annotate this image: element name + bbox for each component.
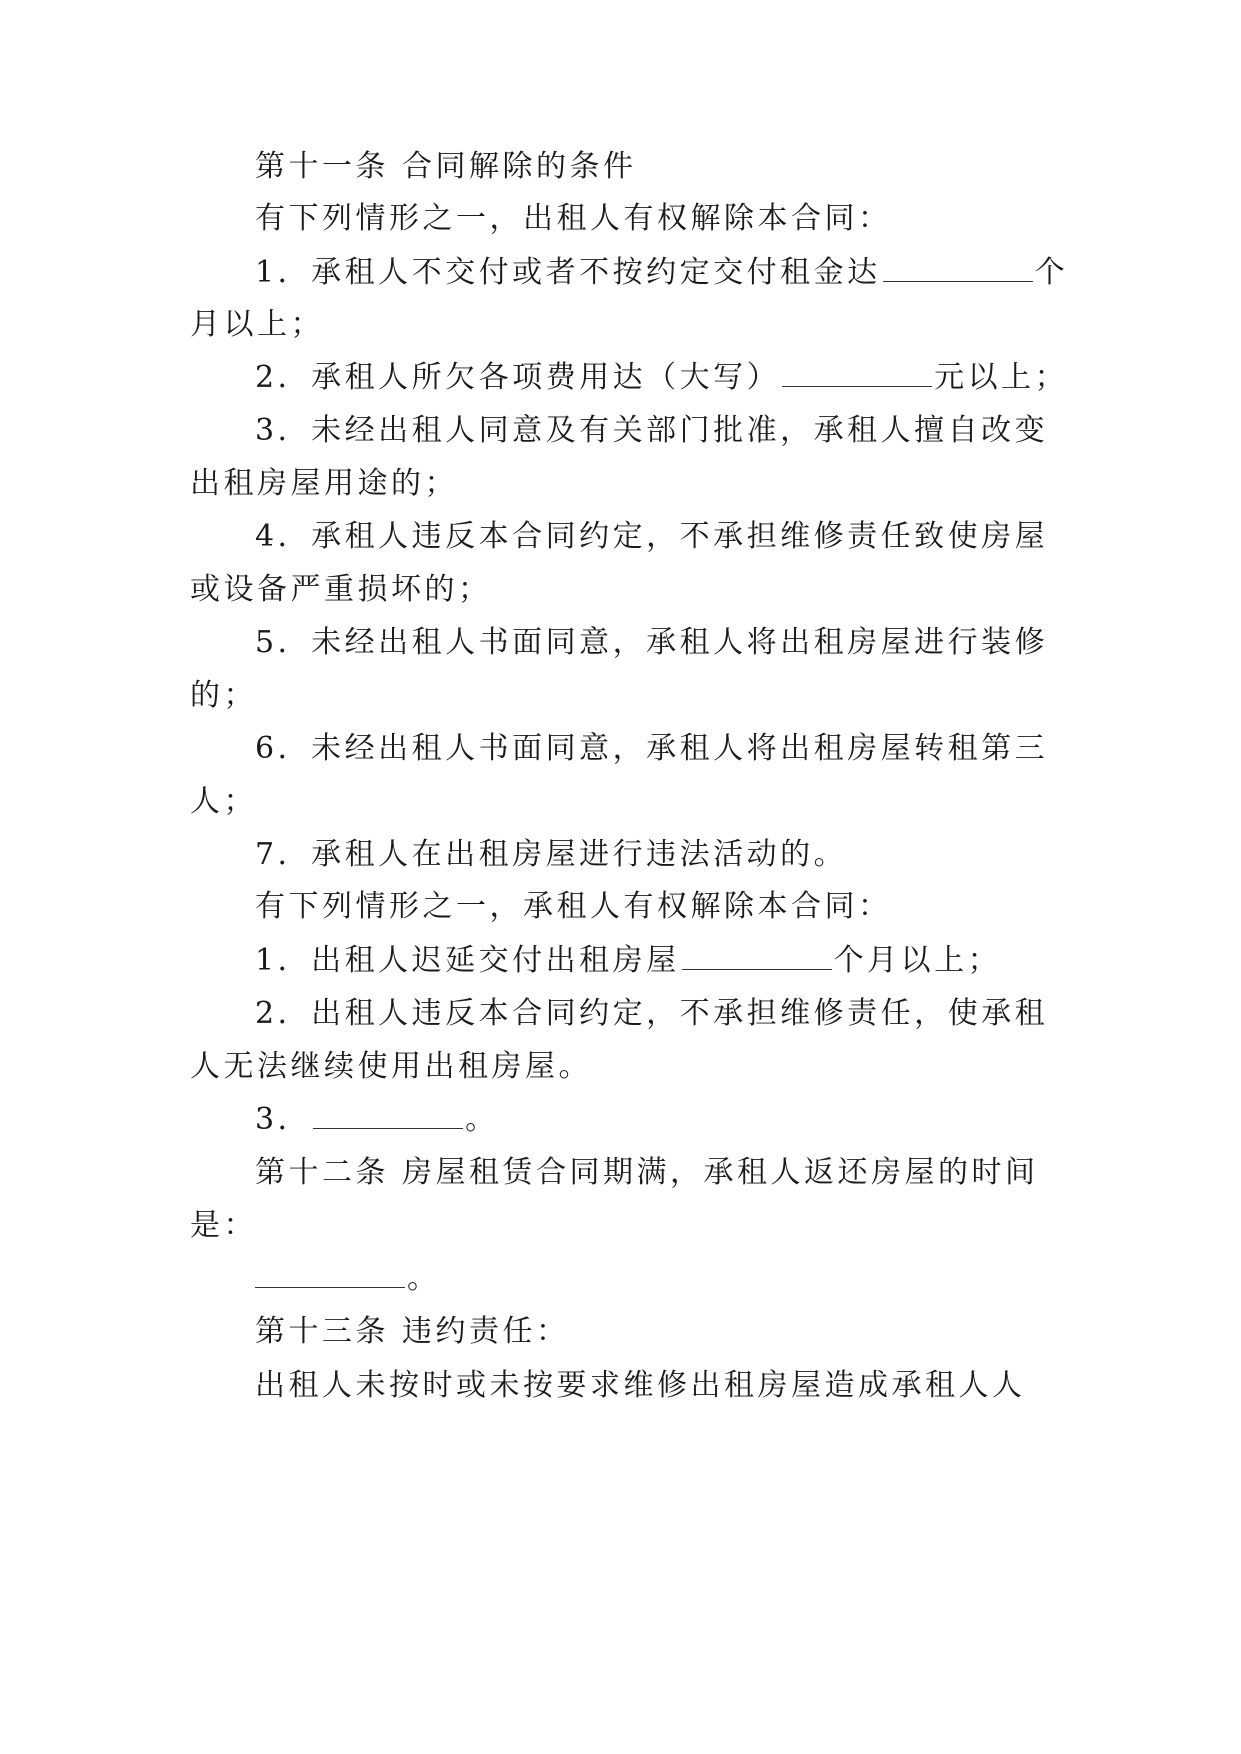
lessor-item-5-cont [190,674,1070,718]
lessee-item-2-cont [190,1045,1070,1089]
lessor-item-6-cont [190,780,1070,824]
lessor-item-6 [190,727,1135,771]
lessor-item-1-unit: 个 [1034,255,1069,290]
lessor-item-4-text: 4．承租人违反本合同约定，不承担维修责任致使房屋 [255,519,1049,554]
lessor-item-3-text: 3．未经出租人同意及有关部门批准，承租人擅自改变 [255,413,1049,448]
lessor-item-1 [190,251,1135,295]
lessee-termination-intro-text: 有下列情形之一，承租人有权解除本合同： [255,889,892,924]
lessor-item-3-cont-text: 出租房屋用途的； [190,466,458,501]
article-13-heading [190,1310,1135,1354]
article-13-body [190,1364,1135,1408]
lessor-item-2-text: 2．承租人所欠各项费用达（大写） [255,360,781,395]
lessor-item-3 [190,409,1135,453]
fill-blank-other [313,1098,463,1129]
lessor-item-5 [190,621,1135,665]
lessee-item-2-text: 2．出租人违反本合同约定，不承担维修责任，使承租 [255,996,1049,1031]
lessor-item-5-cont-text: 的； [190,678,257,713]
lessor-item-7-text: 7．承租人在出租房屋进行违法活动的。 [255,837,848,872]
fill-blank-months [883,251,1033,282]
return-time-end: 。 [407,1261,441,1296]
lessee-item-3 [190,1098,1135,1142]
lessee-item-2-cont-text: 人无法继续使用出租房屋。 [190,1049,592,1084]
lessee-item-2 [190,992,1135,1036]
fill-blank-amount [782,356,932,387]
lessor-item-4 [190,515,1135,559]
article-12-cont-text: 是： [190,1208,257,1243]
article-12-cont [190,1204,1070,1248]
lessor-item-3-cont [190,462,1070,506]
lessor-termination-intro [190,197,1135,241]
article-13-body-text: 出租人未按时或未按要求维修出租房屋造成承租人人 [255,1368,1026,1403]
article-12-text: 第十二条 房屋租赁合同期满，承租人返还房屋的时间 [255,1155,1039,1190]
lessor-termination-intro-text: 有下列情形之一，出租人有权解除本合同： [255,201,892,236]
lessee-termination-intro [190,885,1135,929]
lessor-item-1-text: 1．承租人不交付或者不按约定交付租金达 [255,255,881,290]
article-11-heading [190,145,1135,189]
fill-blank-delay-months [682,939,832,970]
fill-blank-return-time [255,1257,405,1288]
lessee-item-1-text: 1．出租人迟延交付出租房屋 [255,943,680,978]
article-11-heading-text: 第十一条 合同解除的条件 [255,149,637,184]
lessor-item-4-cont [190,568,1070,612]
lessor-item-2 [190,356,1135,400]
lessor-item-5-text: 5．未经出租人书面同意，承租人将出租房屋进行装修 [255,625,1049,660]
lessee-item-3-end: 。 [465,1102,499,1137]
lessor-item-7 [190,833,1135,877]
lessor-item-1-cont [190,303,1070,347]
lessor-item-4-cont-text: 或设备严重损坏的； [190,572,492,607]
lessor-item-6-cont-text: 人； [190,784,257,819]
lessor-item-1-cont-text: 月以上； [190,307,324,342]
lessee-item-3-number: 3． [255,1102,312,1137]
lessor-item-2-unit: 元以上； [934,360,1069,395]
lessee-item-1 [190,939,1135,983]
lessor-item-6-text: 6．未经出租人书面同意，承租人将出租房屋转租第三 [255,731,1049,766]
article-13-heading-text: 第十三条 违约责任： [255,1314,570,1349]
return-time-line [190,1257,1135,1301]
article-12 [190,1151,1135,1195]
lessee-item-1-unit: 个月以上； [833,943,1002,978]
